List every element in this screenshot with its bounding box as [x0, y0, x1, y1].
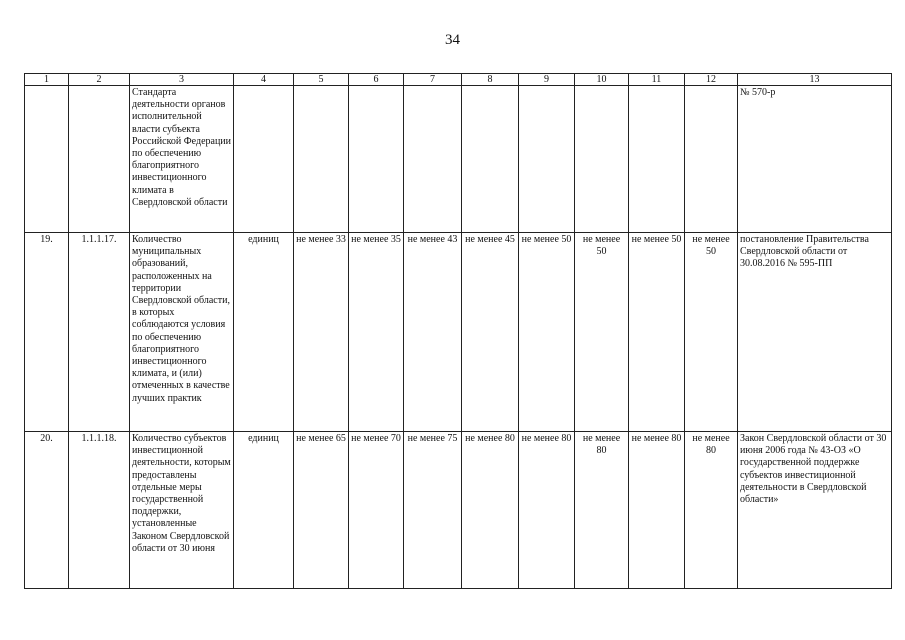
unit — [234, 86, 294, 233]
legal-basis: Закон Свердловской области от 30 июня 2006 года № 43-ОЗ «О государственной поддержке субъектов инвестиционной деятельности в Свердловской области» — [738, 432, 892, 589]
value-cell — [575, 86, 629, 233]
unit: единиц — [234, 432, 294, 589]
column-header: 6 — [349, 74, 404, 86]
indicator-code: 1.1.1.17. — [69, 233, 130, 432]
value-cell: не менее 80 — [685, 432, 738, 589]
row-number: 19. — [25, 233, 69, 432]
value-cell — [404, 86, 462, 233]
value-cell: не менее 45 — [462, 233, 519, 432]
value-cell: не менее 75 — [404, 432, 462, 589]
unit: единиц — [234, 233, 294, 432]
value-cell: не менее 65 — [294, 432, 349, 589]
value-cell: не менее 35 — [349, 233, 404, 432]
value-cell: не менее 80 — [462, 432, 519, 589]
column-header: 11 — [629, 74, 685, 86]
column-header: 2 — [69, 74, 130, 86]
column-header: 12 — [685, 74, 738, 86]
indicators-table — [24, 73, 892, 589]
value-cell: не менее 50 — [519, 233, 575, 432]
legal-basis: № 570-р — [738, 86, 892, 233]
column-header: 10 — [575, 74, 629, 86]
legal-basis: постановление Правительства Свердловской области от 30.08.2016 № 595-ПП — [738, 233, 892, 432]
table-row — [25, 432, 892, 589]
row-number: 20. — [25, 432, 69, 589]
value-cell: не менее 33 — [294, 233, 349, 432]
value-cell: не менее 70 — [349, 432, 404, 589]
value-cell — [685, 86, 738, 233]
value-cell — [629, 86, 685, 233]
value-cell: не менее 50 — [575, 233, 629, 432]
column-header: 3 — [130, 74, 234, 86]
column-header: 1 — [25, 74, 69, 86]
column-header: 9 — [519, 74, 575, 86]
value-cell: не менее 80 — [629, 432, 685, 589]
indicator-code — [69, 86, 130, 233]
value-cell — [349, 86, 404, 233]
column-header: 5 — [294, 74, 349, 86]
value-cell — [294, 86, 349, 233]
column-header: 13 — [738, 74, 892, 86]
indicator-name: Количество субъектов инвестиционной деятельности, которым предоставлены отдельные меры государственной поддержки, установленные Законом Свердловской области от 30 июня — [130, 432, 234, 589]
indicator-name: Количество муниципальных образований, расположенных на территории Свердловской области, в которых соблюдаются условия по обеспечению благоприятного инвестиционного климата, и (или) отмеченных в качестве лучших практик — [130, 233, 234, 432]
page-number: 34 — [445, 32, 460, 48]
indicator-code: 1.1.1.18. — [69, 432, 130, 589]
value-cell — [519, 86, 575, 233]
value-cell: не менее 43 — [404, 233, 462, 432]
value-cell: не менее 80 — [519, 432, 575, 589]
value-cell — [462, 86, 519, 233]
table-row — [25, 233, 892, 432]
indicator-name: Стандарта деятельности органов исполнительной власти субъекта Российской Федерации по обеспечению благоприятного инвестиционного климата в Свердловской области — [130, 86, 234, 233]
column-header: 4 — [234, 74, 294, 86]
column-header: 8 — [462, 74, 519, 86]
table-row — [25, 86, 892, 233]
value-cell: не менее 50 — [629, 233, 685, 432]
column-header: 7 — [404, 74, 462, 86]
value-cell: не менее 80 — [575, 432, 629, 589]
column-number-row — [25, 74, 892, 86]
value-cell: не менее 50 — [685, 233, 738, 432]
row-number — [25, 86, 69, 233]
